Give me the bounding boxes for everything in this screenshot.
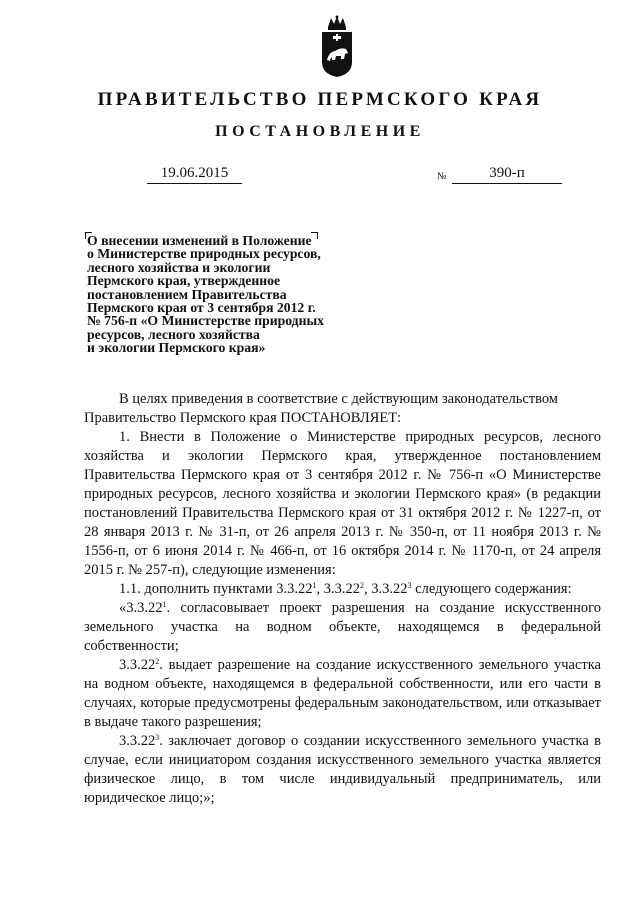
subject-line: № 756-п «О Министерстве природных (87, 313, 325, 329)
item-3-3-22-2: 3.3.22$^2$. выдает разрешение на создание искусственного земельного участка на водном объекте, находящемся в федеральной собственности, или его части в случаях, которые предусмотрены федеральным законодательством, или отказывает в выдаче такого разрешения; (84, 657, 601, 730)
subject-line: О внесении изменений в Положение (87, 233, 312, 248)
document-subject (87, 234, 367, 355)
subject-line: постановлением Правительства (87, 286, 287, 302)
subject-line: о Министерстве природных ресурсов, (87, 246, 321, 262)
item-3-3-22-1: «3.3.22$^1$. согласовывает проект разрешения на создание искусственного земельного участка на водном объекте, находящемся в федеральной собственности; (84, 600, 601, 654)
document-body (84, 390, 601, 808)
paragraph-1: 1. Внести в Положение о Министерстве природных ресурсов, лесного хозяйства и экологии Пермского края, утвержденное постановлением Правительства Пермского края от 3 сентября 2012 г. № 756-п «О Министерстве природных ресурсов, лесного хозяйства и экологии Пермского края» (в редакции постановлений Правительства Пермского края от 31 октября 2012 г. № 1227-п, от 28 января 2013 г. № 31-п, от 26 апреля 2013 г. № 350-п, от 11 ноября 2013 г. № 1556-п, от 6 июня 2014 г. № 466-п, от 16 октября 2014 г. № 1170-п, от 24 апреля 2015 г. № 257-п), следующие изменения: (84, 429, 601, 578)
government-title: ПРАВИТЕЛЬСТВО ПЕРМСКОГО КРАЯ (97, 89, 543, 110)
document-type: ПОСТАНОВЛЕНИЕ (215, 123, 425, 140)
subject-line: Пермского края от 3 сентября 2012 г. (87, 300, 316, 316)
document-date: 19.06.2015 (147, 165, 242, 184)
document-number: 390-п (452, 165, 562, 184)
item-3-3-22-3: 3.3.22$^3$. заключает договор о создании искусственного земельного участка в случае, если инициатором создания искусственного земельного участка является физическое лицо, в том числе индивидуальный предприниматель, или юридическое лицо;»; (84, 733, 601, 806)
intro-line: Правительство Пермского края ПОСТАНОВЛЯЕТ: (84, 410, 402, 426)
number-sign: № (437, 171, 447, 182)
paragraph-1-1: 1.1. дополнить пунктами 3.3.22$^1$, 3.3.22$^2$, 3.3.22$^3$ следующего содержания: (119, 581, 572, 597)
intro-line: В целях приведения в соответствие с действующим законодательством (119, 391, 558, 407)
subject-line: Пермского края, утвержденное (87, 273, 281, 289)
subject-line: лесного хозяйства и экологии (87, 259, 271, 275)
coat-of-arms-icon (319, 14, 355, 78)
subject-line: и экологии Пермского края» (87, 340, 266, 356)
subject-line: ресурсов, лесного хозяйства (87, 326, 260, 342)
